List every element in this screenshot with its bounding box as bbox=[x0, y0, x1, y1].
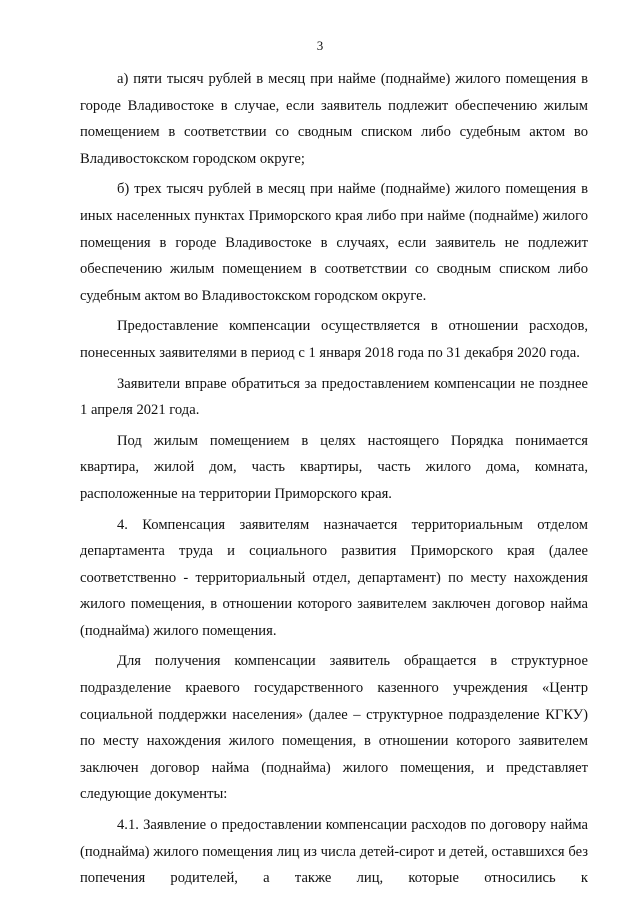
paragraph-item-b: б) трех тысяч рублей в месяц при найме (поднайме) жилого помещения в иных населенных пунктах Приморского края либо при найме (поднайме) жилого помещения в городе Владивостоке в случаях, если заявитель не подлежит обеспечению жилым помещением в соответствии со сводным списком либо судебным актом во Владивостокском городском округе. bbox=[80, 181, 588, 304]
paragraph-documents-intro: Для получения компенсации заявитель обращается в структурное подразделение краевого государственного казенного учреждения «Центр социальной поддержки населения» (далее – структурное подразделение КГКУ) по месту нахождения жилого помещения, в отношении которого заявителем заключен договор найма (поднайма) жилого помещения, и представляет следующие документы: bbox=[80, 653, 588, 803]
page-number: 3 bbox=[316, 38, 324, 53]
paragraph-section-4-1: 4.1. Заявление о предоставлении компенсации расходов по договору найма (поднайма) жилого помещения лиц из числа детей-сирот и детей, оставшихся без попечения родителей, а также лиц, которые относились к bbox=[80, 817, 588, 887]
paragraph-compensation-period: Предоставление компенсации осуществляется в отношении расходов, понесенных заявителями в период с 1 января 2018 года по 31 декабря 2020 года. bbox=[80, 318, 588, 361]
document-body bbox=[80, 66, 588, 896]
paragraph-item-a: а) пяти тысяч рублей в месяц при найме (поднайме) жилого помещения в городе Владивостоке в случае, если заявитель подлежит обеспечению жилым помещением в соответствии со сводным списком либо судебным актом во Владивостокском городском округе; bbox=[80, 71, 588, 167]
paragraph-application-deadline: Заявители вправе обратиться за предоставлением компенсации не позднее 1 апреля 2021 года. bbox=[80, 375, 588, 419]
paragraph-dwelling-definition: Под жилым помещением в целях настоящего Порядка понимается квартира, жилой дом, часть квартиры, часть жилого дома, комната, расположенные на территории Приморского края. bbox=[80, 432, 588, 502]
paragraph-section-4: 4. Компенсация заявителям назначается территориальным отделом департамента труда и социального развития Приморского края (далее соответственно - территориальный отдел, департамент) по месту нахождения жилого помещения, в отношении которого заявителем заключен договор найма (поднайма) жилого помещения. bbox=[80, 516, 588, 639]
